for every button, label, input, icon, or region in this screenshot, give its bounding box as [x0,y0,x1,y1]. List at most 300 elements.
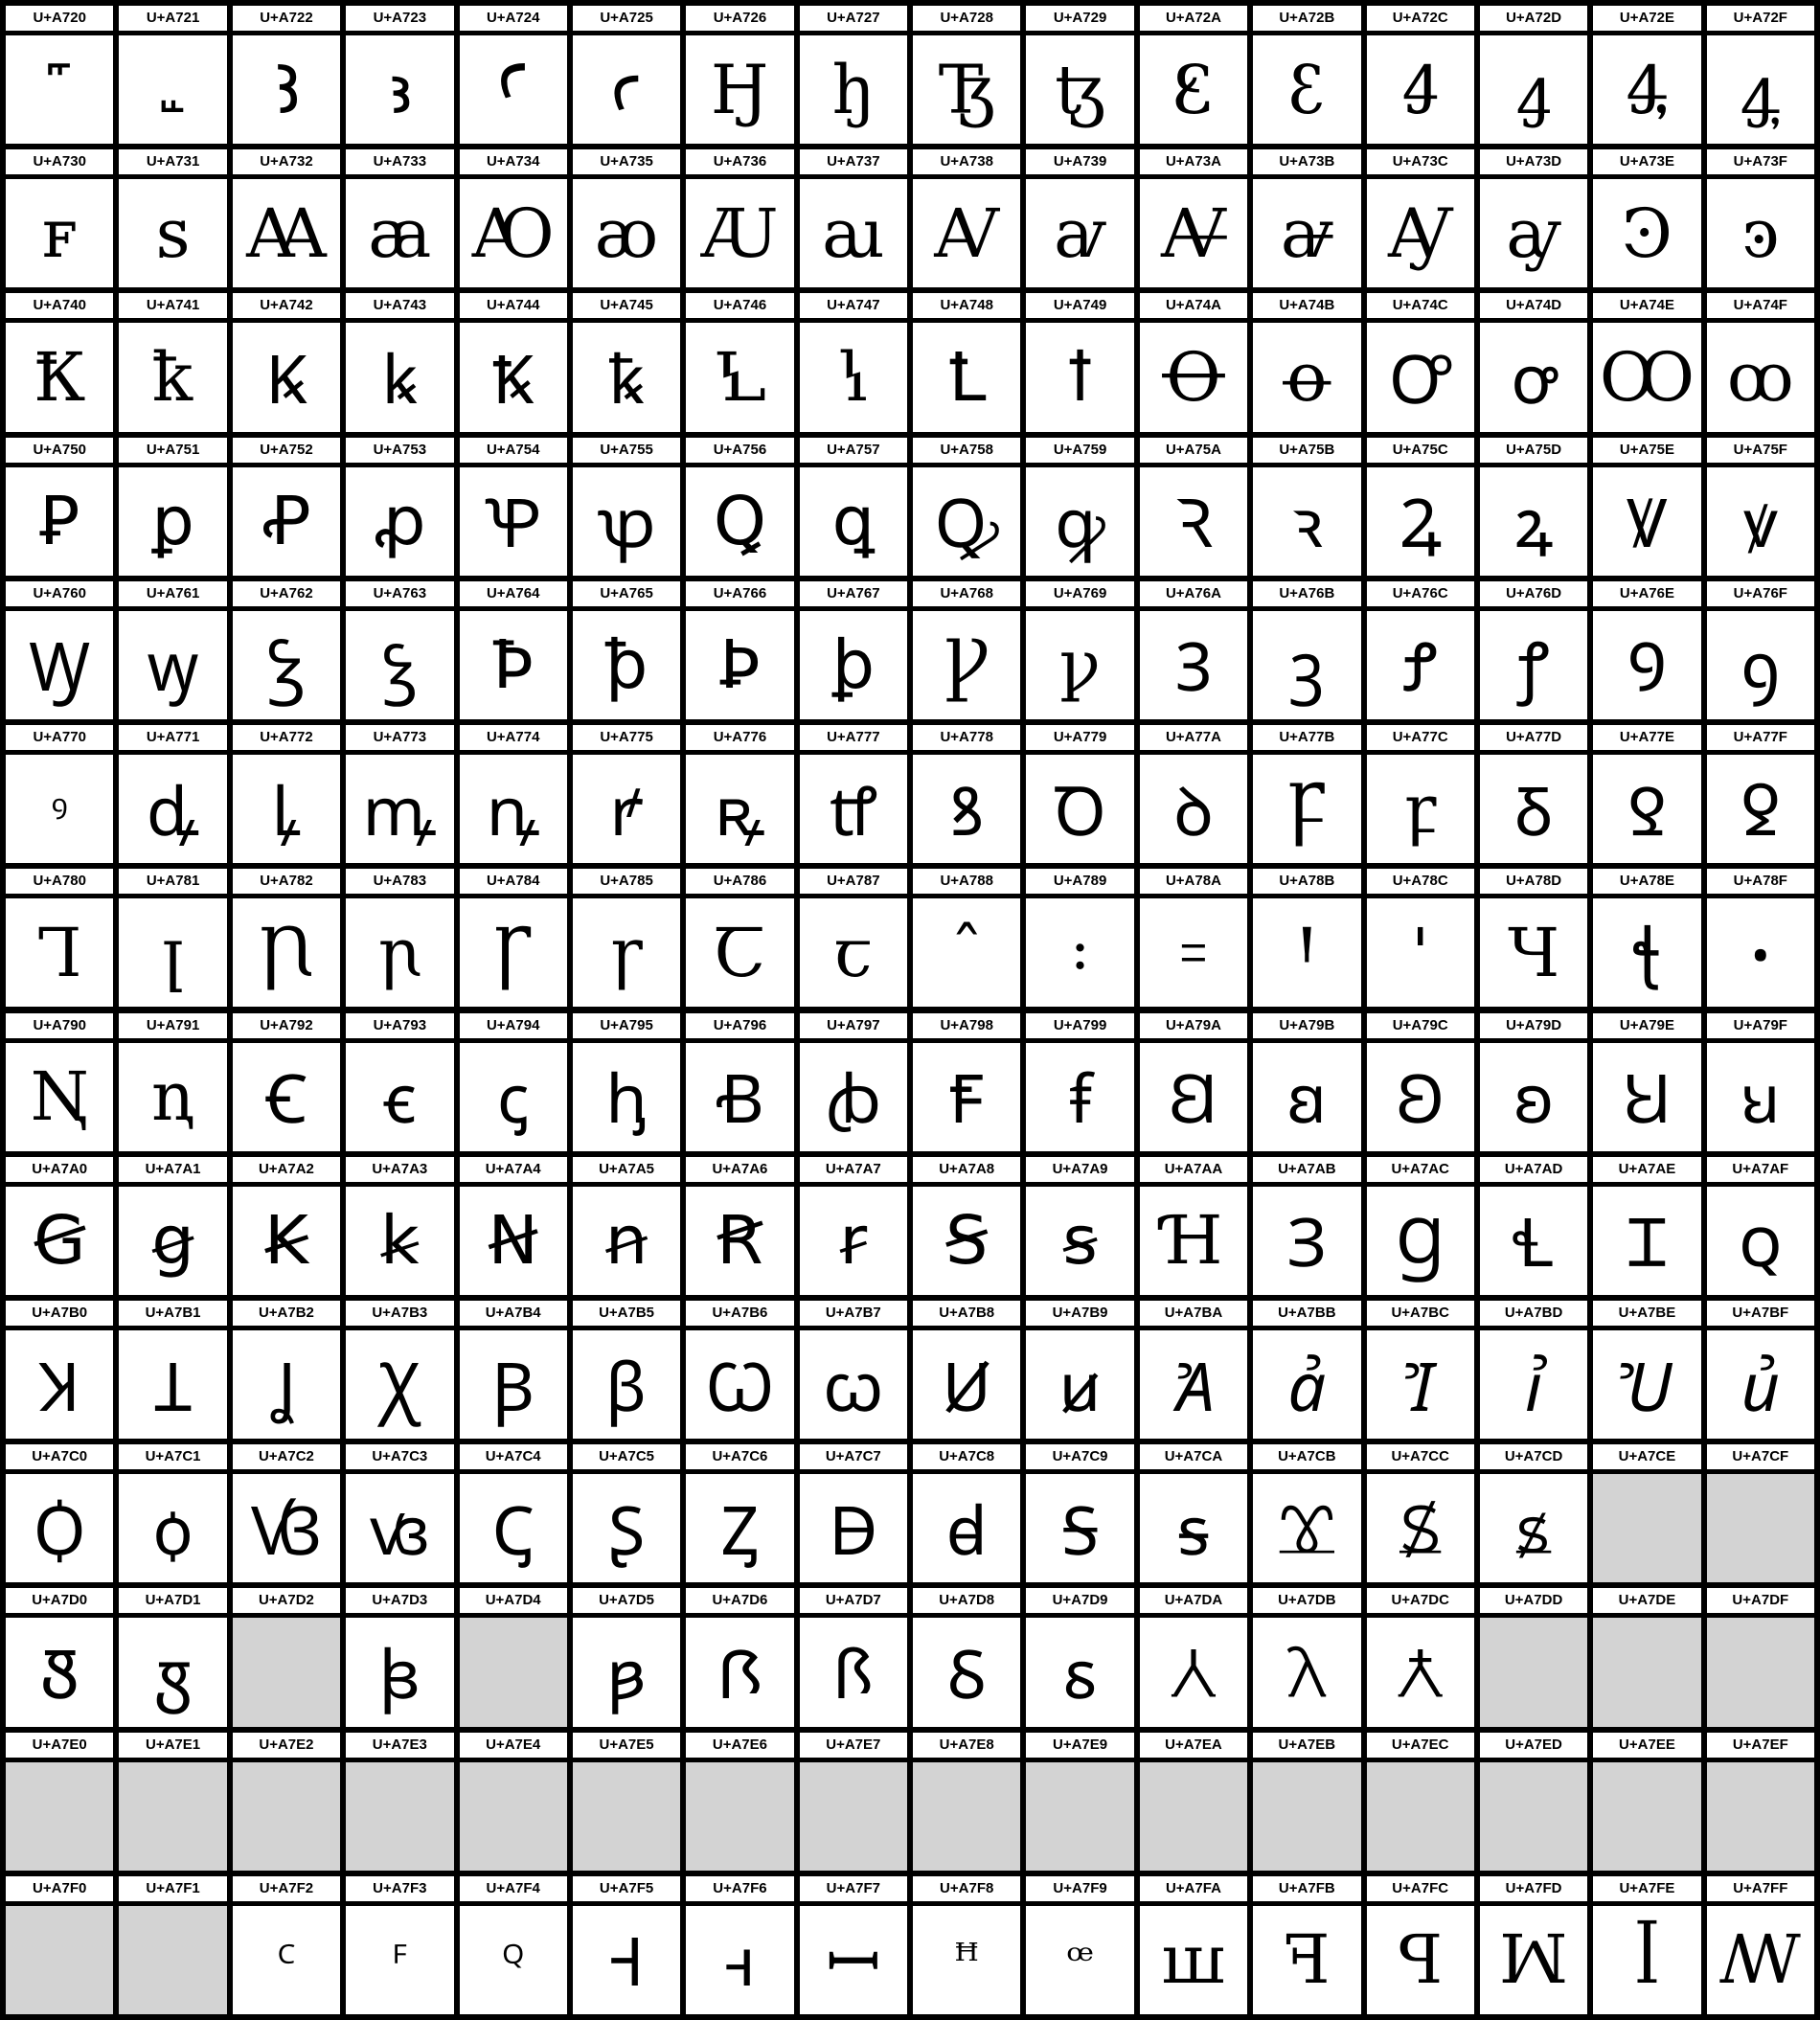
codepoint-label: U+A7C9 [1026,1446,1133,1467]
glyph-cell [1140,1588,1247,1726]
glyph-cell [1367,293,1474,431]
codepoint-label: U+A779 [1026,727,1133,748]
glyph: Ꜽ [1367,179,1474,287]
glyph: Ꞩ [913,1187,1020,1295]
codepoint-label: U+A7E2 [233,1735,340,1756]
glyph-cell [686,149,793,287]
codepoint-label: U+A7DE [1593,1590,1700,1611]
codepoint-label: U+A7BB [1253,1303,1360,1324]
glyph-cell [6,1013,113,1151]
codepoint-label: U+A7C3 [346,1446,453,1467]
glyph: Ɥ [1480,898,1587,1007]
codepoint-label: U+A72A [1140,8,1247,29]
codepoint-label: U+A756 [686,440,793,461]
glyph: Ꝋ [1140,323,1247,431]
glyph: ꟿ [1707,1906,1814,2014]
glyph-cell [800,149,907,287]
glyph-cell [119,1013,226,1151]
glyph: ꞅ [573,898,680,1007]
glyph: ꞎ [1593,898,1700,1007]
codepoint-label: U+A791 [119,1015,226,1036]
glyph: ꟻ [1253,1906,1360,2014]
glyph-cell [913,581,1020,719]
codepoint-label: U+A7DC [1367,1590,1474,1611]
glyph: ꞁ [119,898,226,1007]
glyph-cell [6,1157,113,1295]
glyph-cell [686,725,793,863]
glyph-cell [1026,438,1133,576]
unassigned-glyph [460,1762,567,1871]
unassigned-glyph [233,1618,340,1726]
codepoint-label: U+A7D3 [346,1590,453,1611]
unassigned-glyph [1707,1762,1814,1871]
glyph-cell [460,149,567,287]
glyph-cell [1026,1157,1133,1295]
glyph-cell [1707,293,1814,431]
glyph: Ꞟ [1593,1043,1700,1151]
glyph: ꟈ [913,1474,1020,1582]
glyph: ꝛ [1253,467,1360,576]
glyph: Ꟈ [800,1474,907,1582]
glyph-cell [1480,1588,1587,1726]
codepoint-label: U+A750 [6,440,113,461]
glyph-cell [1480,1733,1587,1871]
codepoint-label: U+A755 [573,440,680,461]
codepoint-label: U+A77D [1480,727,1587,748]
glyph-cell [800,1157,907,1295]
codepoint-label: U+A7B5 [573,1303,680,1324]
glyph-cell [1367,1013,1474,1151]
glyph-cell [1593,1733,1700,1871]
glyph: ꞉ [1026,898,1133,1007]
glyph: ꝕ [573,467,680,576]
glyph-cell [1480,869,1587,1007]
glyph: Ꟛ [1140,1618,1247,1726]
codepoint-label: U+A77C [1367,727,1474,748]
codepoint-label: U+A787 [800,871,907,892]
codepoint-label: U+A7E9 [1026,1735,1133,1756]
glyph-cell [686,1013,793,1151]
glyph-cell [1026,1733,1133,1871]
glyph: Ꞇ [686,898,793,1007]
codepoint-label: U+A7D8 [913,1590,1020,1611]
codepoint-label: U+A76D [1480,583,1587,604]
codepoint-label: U+A780 [6,871,113,892]
codepoint-label: U+A7E6 [686,1735,793,1756]
glyph-cell [1593,6,1700,144]
codepoint-label: U+A792 [233,1015,340,1036]
glyph: ꝶ [686,755,793,863]
codepoint-label: U+A776 [686,727,793,748]
codepoint-label: U+A797 [800,1015,907,1036]
codepoint-label: U+A75D [1480,440,1587,461]
glyph: Ɬ [1480,1187,1587,1295]
glyph: ꞣ [346,1187,453,1295]
glyph: Ꝟ [1593,467,1700,576]
codepoint-label: U+A7B8 [913,1303,1020,1324]
codepoint-label: U+A7F1 [119,1878,226,1899]
codepoint-label: U+A72E [1593,8,1700,29]
codepoint-label: U+A754 [460,440,567,461]
glyph-cell [573,293,680,431]
glyph: Ꝓ [233,467,340,576]
glyph-cell [1253,438,1360,576]
codepoint-label: U+A725 [573,8,680,29]
unassigned-glyph [1593,1618,1700,1726]
codepoint-label: U+A7FC [1367,1878,1474,1899]
codepoint-label: U+A745 [573,295,680,316]
glyph: ꟶ [686,1906,793,2014]
glyph-cell [6,725,113,863]
glyph-cell [460,725,567,863]
codepoint-label: U+A79E [1593,1015,1700,1036]
glyph [119,35,226,144]
glyph-cell [1593,1013,1700,1151]
glyph-cell [1026,1588,1133,1726]
glyph: Ꜩ [913,35,1020,144]
glyph-cell [1140,581,1247,719]
codepoint-label: U+A72D [1480,8,1587,29]
glyph: ꝭ [1480,611,1587,719]
glyph-cell [346,1301,453,1439]
codepoint-label: U+A7B2 [233,1303,340,1324]
glyph: Ƛ [1367,1618,1474,1726]
glyph-cell [233,869,340,1007]
codepoint-label: U+A7EF [1707,1735,1814,1756]
codepoint-label: U+A7E4 [460,1735,567,1756]
glyph-cell [460,1301,567,1439]
glyph-cell [1367,869,1474,1007]
codepoint-label: U+A7D7 [800,1590,907,1611]
glyph: Ꜻ [1140,179,1247,287]
codepoint-label: U+A7FA [1140,1878,1247,1899]
glyph: ꞧ [800,1187,907,1295]
glyph-cell [1253,1876,1360,2014]
glyph-cell [573,1876,680,2014]
glyph-cell [686,1876,793,2014]
glyph-cell [913,438,1020,576]
glyph-cell [346,1588,453,1726]
codepoint-label: U+A7AB [1253,1159,1360,1180]
codepoint-label: U+A7CD [1480,1446,1587,1467]
codepoint-label: U+A770 [6,727,113,748]
glyph: Ꟍ [1367,1474,1474,1582]
glyph-cell [1707,149,1814,287]
codepoint-label: U+A7EB [1253,1735,1360,1756]
glyph-cell [119,1157,226,1295]
codepoint-label: U+A782 [233,871,340,892]
glyph: Ꝭ [1367,611,1474,719]
glyph: ꟍ [1480,1474,1587,1582]
glyph: Ꜭ [1367,35,1474,144]
codepoint-label: U+A7C5 [573,1446,680,1467]
codepoint-label: U+A752 [233,440,340,461]
glyph-cell [913,1733,1020,1871]
glyph-cell [233,1733,340,1871]
glyph-cell [1367,1157,1474,1295]
glyph-cell [800,581,907,719]
codepoint-label: U+A7CE [1593,1446,1700,1467]
glyph-cell [686,1733,793,1871]
glyph: Ꟙ [913,1618,1020,1726]
glyph: ꟲ [233,1906,340,2014]
glyph: ꞻ [1253,1330,1360,1439]
codepoint-label: U+A733 [346,151,453,172]
codepoint-label: U+A730 [6,151,113,172]
glyph: Ꞡ [6,1187,113,1295]
glyph-cell [346,1444,453,1582]
glyph-cell [1026,1876,1133,2014]
glyph-cell [1253,1588,1360,1726]
codepoint-label: U+A727 [800,8,907,29]
glyph: ꜱ [119,179,226,287]
glyph-cell [1480,1301,1587,1439]
glyph-cell [1707,1013,1814,1151]
codepoint-label: U+A7FF [1707,1878,1814,1899]
glyph-cell [460,1157,567,1295]
codepoint-label: U+A778 [913,727,1020,748]
codepoint-label: U+A747 [800,295,907,316]
glyph-cell [346,869,453,1007]
glyph-cell [1253,1444,1360,1582]
codepoint-label: U+A7DA [1140,1590,1247,1611]
glyph: ˆ [913,898,1020,1007]
codepoint-label: U+A781 [119,871,226,892]
glyph-cell [1480,438,1587,576]
glyph: ꝸ [913,755,1020,863]
glyph-cell [460,581,567,719]
glyph-cell [1026,1444,1133,1582]
glyph-cell [686,869,793,1007]
glyph-cell [1140,6,1247,144]
codepoint-label: U+A7A9 [1026,1159,1133,1180]
codepoint-label: U+A76B [1253,583,1360,604]
glyph-cell [1707,1444,1814,1582]
glyph: ꞛ [1253,1043,1360,1151]
glyph-cell [573,581,680,719]
glyph-cell [1707,1301,1814,1439]
glyph-cell [460,438,567,576]
codepoint-label: U+A748 [913,295,1020,316]
glyph-cell [1140,1301,1247,1439]
codepoint-label: U+A74E [1593,295,1700,316]
codepoint-label: U+A75A [1140,440,1247,461]
glyph: Ꝕ [460,467,567,576]
codepoint-label: U+A7D1 [119,1590,226,1611]
glyph: ꞔ [460,1043,567,1151]
glyph-cell [6,1301,113,1439]
codepoint-label: U+A784 [460,871,567,892]
glyph-cell [460,1588,567,1726]
glyph-cell [119,1876,226,2014]
codepoint-label: U+A75B [1253,440,1360,461]
codepoint-label: U+A769 [1026,583,1133,604]
glyph-cell [6,293,113,431]
unassigned-glyph [6,1762,113,1871]
glyph: Ꜷ [686,179,793,287]
codepoint-label: U+A74F [1707,295,1814,316]
unassigned-glyph [1480,1762,1587,1871]
glyph: Ꜵ [460,179,567,287]
codepoint-label: U+A7F5 [573,1878,680,1899]
glyph-cell [1367,1588,1474,1726]
glyph: Ꝃ [233,323,340,431]
glyph-cell [1593,581,1700,719]
glyph: ꟓ [346,1618,453,1726]
codepoint-label: U+A7E5 [573,1735,680,1756]
glyph: ꞙ [1026,1043,1133,1151]
unassigned-glyph [346,1762,453,1871]
glyph: Ꝗ [686,467,793,576]
glyph-cell [346,1733,453,1871]
codepoint-label: U+A76C [1367,583,1474,604]
codepoint-label: U+A7FE [1593,1878,1700,1899]
codepoint-label: U+A734 [460,151,567,172]
codepoint-label: U+A7F2 [233,1878,340,1899]
glyph-cell [1140,149,1247,287]
codepoint-label: U+A7B1 [119,1303,226,1324]
codepoint-label: U+A7DD [1480,1590,1587,1611]
glyph-cell [800,6,907,144]
glyph: Ꝡ [6,611,113,719]
glyph: Ꝉ [913,323,1020,431]
codepoint-label: U+A7AD [1480,1159,1587,1180]
codepoint-label: U+A7C8 [913,1446,1020,1467]
glyph: Ꞅ [460,898,567,1007]
glyph: Ʂ [573,1474,680,1582]
glyph: ꟛ [1253,1618,1360,1726]
glyph-cell [913,1013,1020,1151]
glyph-cell [686,438,793,576]
glyph: ꜫ [1253,35,1360,144]
unassigned-glyph [460,1618,567,1726]
codepoint-label: U+A761 [119,583,226,604]
glyph: ꞌ [1367,898,1474,1007]
codepoint-label: U+A7F9 [1026,1878,1133,1899]
codepoint-label: U+A738 [913,151,1020,172]
glyph: ꟑ [119,1618,226,1726]
glyph: ꞿ [1707,1330,1814,1439]
glyph: ꜳ [346,179,453,287]
codepoint-label: U+A764 [460,583,567,604]
glyph-cell [800,438,907,576]
glyph: ꟁ [119,1474,226,1582]
glyph-cell [346,149,453,287]
codepoint-label: U+A762 [233,583,340,604]
glyph-cell [1140,1444,1247,1582]
glyph: ꝫ [1253,611,1360,719]
glyph: Ꟑ [6,1618,113,1726]
codepoint-label: U+A7AF [1707,1159,1814,1180]
codepoint-label: U+A7D6 [686,1590,793,1611]
glyph: Ɦ [1140,1187,1247,1295]
codepoint-label: U+A737 [800,151,907,172]
glyph: ꝡ [119,611,226,719]
glyph: ꝼ [1367,755,1474,863]
glyph: Ꝝ [1367,467,1474,576]
glyph-cell [460,1876,567,2014]
glyph-cell [1367,725,1474,863]
glyph: ꟙ [1026,1618,1133,1726]
glyph: ꝟ [1707,467,1814,576]
glyph-cell [1253,293,1360,431]
unassigned-glyph [1707,1474,1814,1582]
glyph-cell [686,1444,793,1582]
codepoint-label: U+A731 [119,151,226,172]
codepoint-label: U+A78D [1480,871,1587,892]
glyph: Ꜯ [1593,35,1700,144]
glyph-cell [1367,149,1474,287]
glyph-cell [1593,869,1700,1007]
codepoint-label: U+A77A [1140,727,1247,748]
unassigned-glyph [119,1906,226,2014]
glyph-cell [1593,149,1700,287]
glyph-cell [1593,725,1700,863]
codepoint-label: U+A7D9 [1026,1590,1133,1611]
glyph: Ꟶ [573,1906,680,2014]
glyph: ꝷ [800,755,907,863]
codepoint-label: U+A793 [346,1015,453,1036]
codepoint-label: U+A786 [686,871,793,892]
glyph: ꞟ [1707,1043,1814,1151]
codepoint-label: U+A7CA [1140,1446,1247,1467]
glyph-cell [1367,6,1474,144]
glyph-cell [800,1876,907,2014]
glyph-cell [1593,1444,1700,1582]
codepoint-label: U+A7D0 [6,1590,113,1611]
codepoint-label: U+A790 [6,1015,113,1036]
glyph: ꟹ [1026,1906,1133,2014]
glyph-cell [800,293,907,431]
glyph: Ꞥ [460,1187,567,1295]
codepoint-label: U+A785 [573,871,680,892]
glyph: Ʞ [6,1330,113,1439]
codepoint-label: U+A7BE [1593,1303,1700,1324]
unassigned-glyph [233,1762,340,1871]
glyph: Ꞌ [1253,898,1360,1007]
glyph-cell [1140,1876,1247,2014]
codepoint-label: U+A7F0 [6,1878,113,1899]
glyph-cell [1026,149,1133,287]
glyph: Ꝅ [460,323,567,431]
codepoint-label: U+A771 [119,727,226,748]
glyph: Ꝧ [686,611,793,719]
codepoint-label: U+A796 [686,1015,793,1036]
glyph: ꝝ [1480,467,1587,576]
glyph: Ꜣ [233,35,340,144]
glyph: Ꞣ [233,1187,340,1295]
codepoint-label: U+A724 [460,8,567,29]
codepoint-label: U+A76E [1593,583,1700,604]
codepoint-label: U+A7C7 [800,1446,907,1467]
glyph: ꝰ [6,755,113,863]
glyph-cell [119,149,226,287]
glyph-cell [913,1444,1020,1582]
glyph: ꞵ [573,1330,680,1439]
codepoint-label: U+A78B [1253,871,1360,892]
glyph-cell [1593,1157,1700,1295]
glyph-cell [913,293,1020,431]
glyph: ꟗ [800,1618,907,1726]
codepoint-label: U+A728 [913,8,1020,29]
codepoint-label: U+A7CB [1253,1446,1360,1467]
glyph: Ꝏ [1593,323,1700,431]
codepoint-label: U+A79B [1253,1015,1360,1036]
glyph: Ɜ [1253,1187,1360,1295]
codepoint-label: U+A7A1 [119,1159,226,1180]
unassigned-glyph [800,1762,907,1871]
glyph: ꟃ [346,1474,453,1582]
